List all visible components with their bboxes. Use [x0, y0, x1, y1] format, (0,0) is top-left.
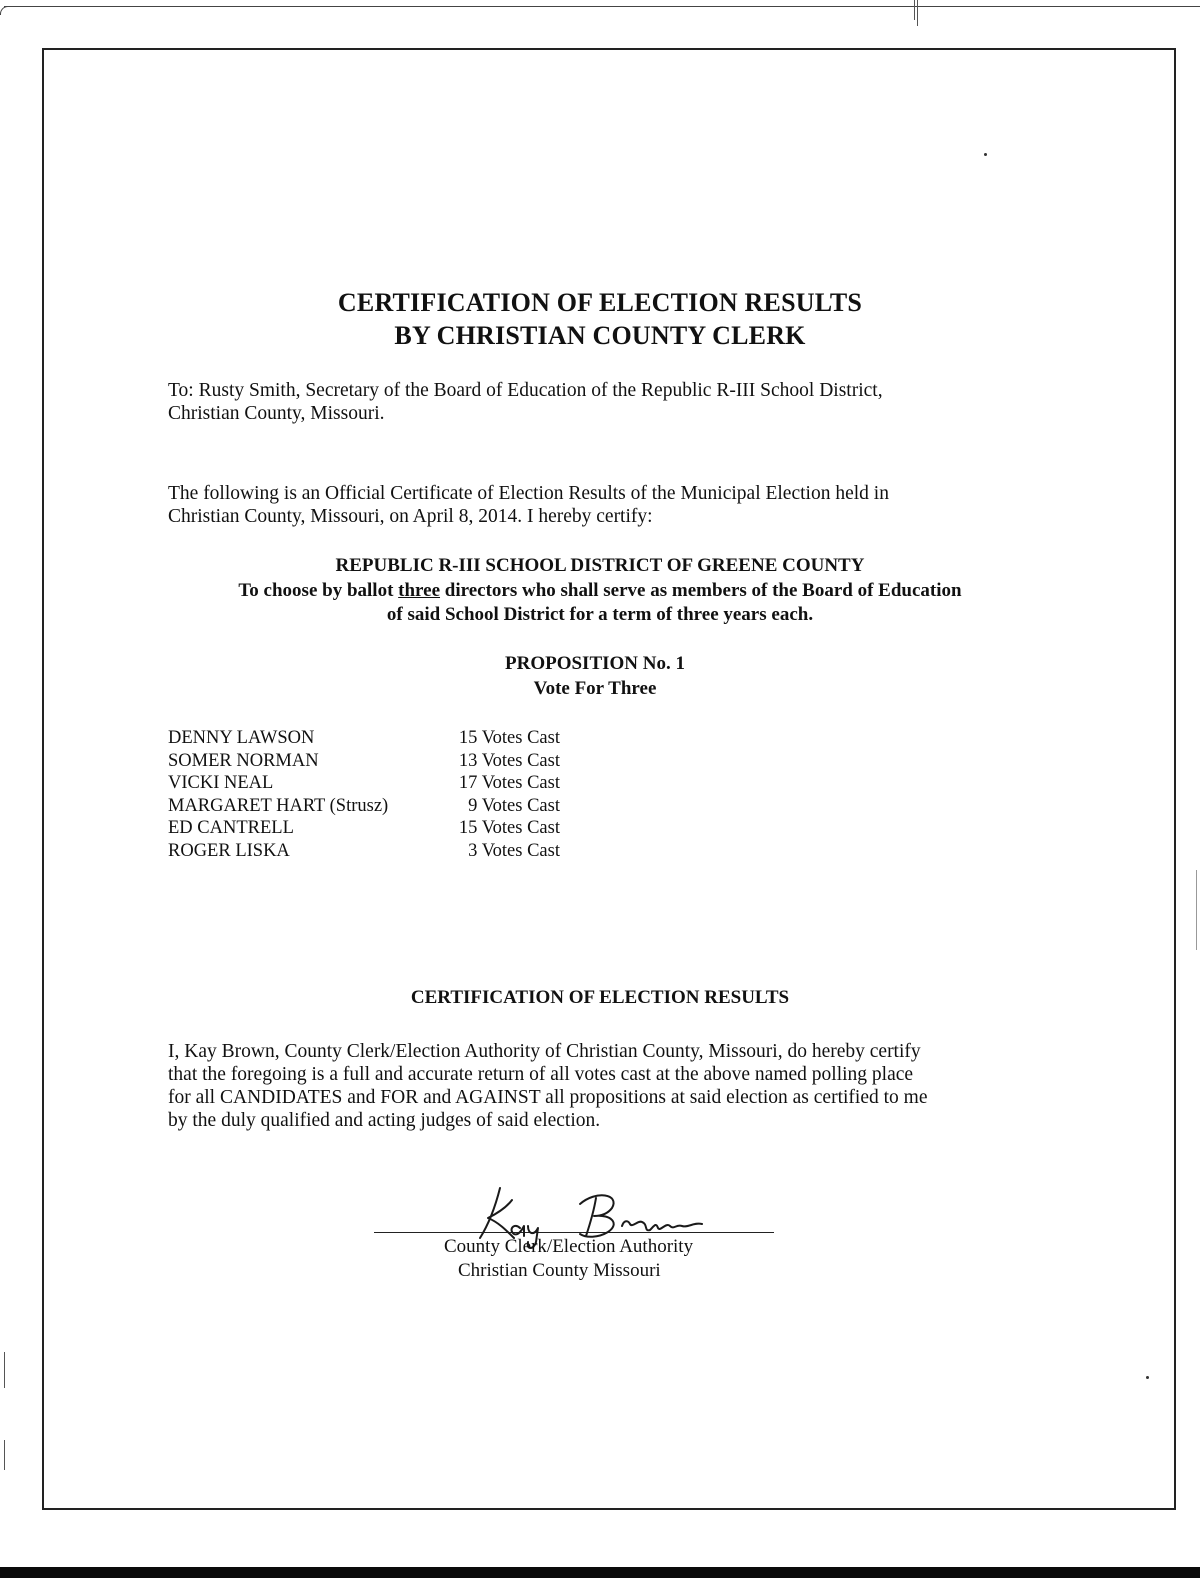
certification-line4: by the duly qualified and acting judges of said election.	[168, 1110, 601, 1131]
intro-line2: Christian County, Missouri, on April 8, 2014. I hereby certify:	[168, 506, 653, 527]
proposition-instruction: Vote For Three	[533, 678, 657, 699]
district-purpose-line2: of said School District for a term of three years each.	[386, 604, 814, 625]
proposition-label: PROPOSITION No. 1	[505, 653, 685, 674]
results-list	[168, 727, 588, 863]
addressee-line2: Christian County, Missouri.	[168, 403, 385, 424]
scan-mark	[1196, 870, 1197, 950]
signature-location: Christian County Missouri	[458, 1260, 661, 1281]
scan-mark	[4, 1352, 5, 1388]
document-title-line2: BY CHRISTIAN COUNTY CLERK	[394, 321, 806, 350]
intro-paragraph	[168, 482, 1028, 528]
district-purpose-before: To choose by ballot	[238, 580, 399, 601]
district-purpose-underlined: three	[398, 580, 441, 601]
candidate-name: DENNY LAWSON	[168, 728, 315, 748]
district-purpose-line1	[0, 579, 1200, 603]
scan-edge-line	[4, 6, 1200, 7]
scan-edge-curl	[0, 6, 41, 15]
result-row	[168, 750, 588, 773]
result-row	[168, 840, 588, 863]
candidate-name: MARGARET HART (Strusz)	[168, 795, 389, 816]
scan-mark	[4, 1440, 5, 1470]
result-row	[168, 727, 588, 750]
certification-line1: I, Kay Brown, County Clerk/Election Authority of Christian County, Missouri, do hereby certify	[168, 1041, 921, 1062]
result-row	[168, 795, 588, 818]
vote-count: 15 Votes Cast	[458, 818, 560, 839]
district-name: REPUBLIC R-III SCHOOL DISTRICT OF GREENE COUNTY	[335, 555, 865, 576]
result-row	[168, 772, 588, 795]
certification-line2: that the foregoing is a full and accurate return of all votes cast at the above named polling place	[168, 1064, 914, 1085]
vote-count: 3 Votes Cast	[468, 840, 560, 861]
vote-count: 13 Votes Cast	[458, 750, 560, 771]
vote-count: 9 Votes Cast	[468, 795, 560, 816]
addressee	[168, 379, 1028, 425]
certification-heading: CERTIFICATION OF ELECTION RESULTS	[410, 987, 790, 1008]
result-row	[168, 817, 588, 840]
scan-mark	[917, 0, 918, 26]
intro-line1: The following is an Official Certificate of Election Results of the Municipal Election held in	[168, 483, 889, 504]
vote-count: 15 Votes Cast	[458, 728, 560, 748]
candidate-name: ED CANTRELL	[168, 818, 294, 839]
document-title-line1: CERTIFICATION OF ELECTION RESULTS	[337, 288, 863, 317]
signature-title: County Clerk/Election Authority	[444, 1236, 694, 1257]
certification-line3: for all CANDIDATES and FOR and AGAINST all propositions at said election as certified to me	[168, 1087, 928, 1108]
certification-paragraph	[168, 1040, 1068, 1132]
candidate-name: ROGER LISKA	[168, 840, 290, 861]
vote-count: 17 Votes Cast	[458, 773, 560, 794]
candidate-name: SOMER NORMAN	[168, 750, 319, 771]
addressee-line1: To: Rusty Smith, Secretary of the Board of Education of the Republic R-III School District,	[168, 380, 883, 401]
district-purpose-after: directors who shall serve as members of the Board of Education	[440, 580, 962, 601]
scan-mark	[914, 0, 915, 20]
scan-bottom-edge	[0, 1567, 1200, 1578]
candidate-name: VICKI NEAL	[168, 773, 274, 794]
